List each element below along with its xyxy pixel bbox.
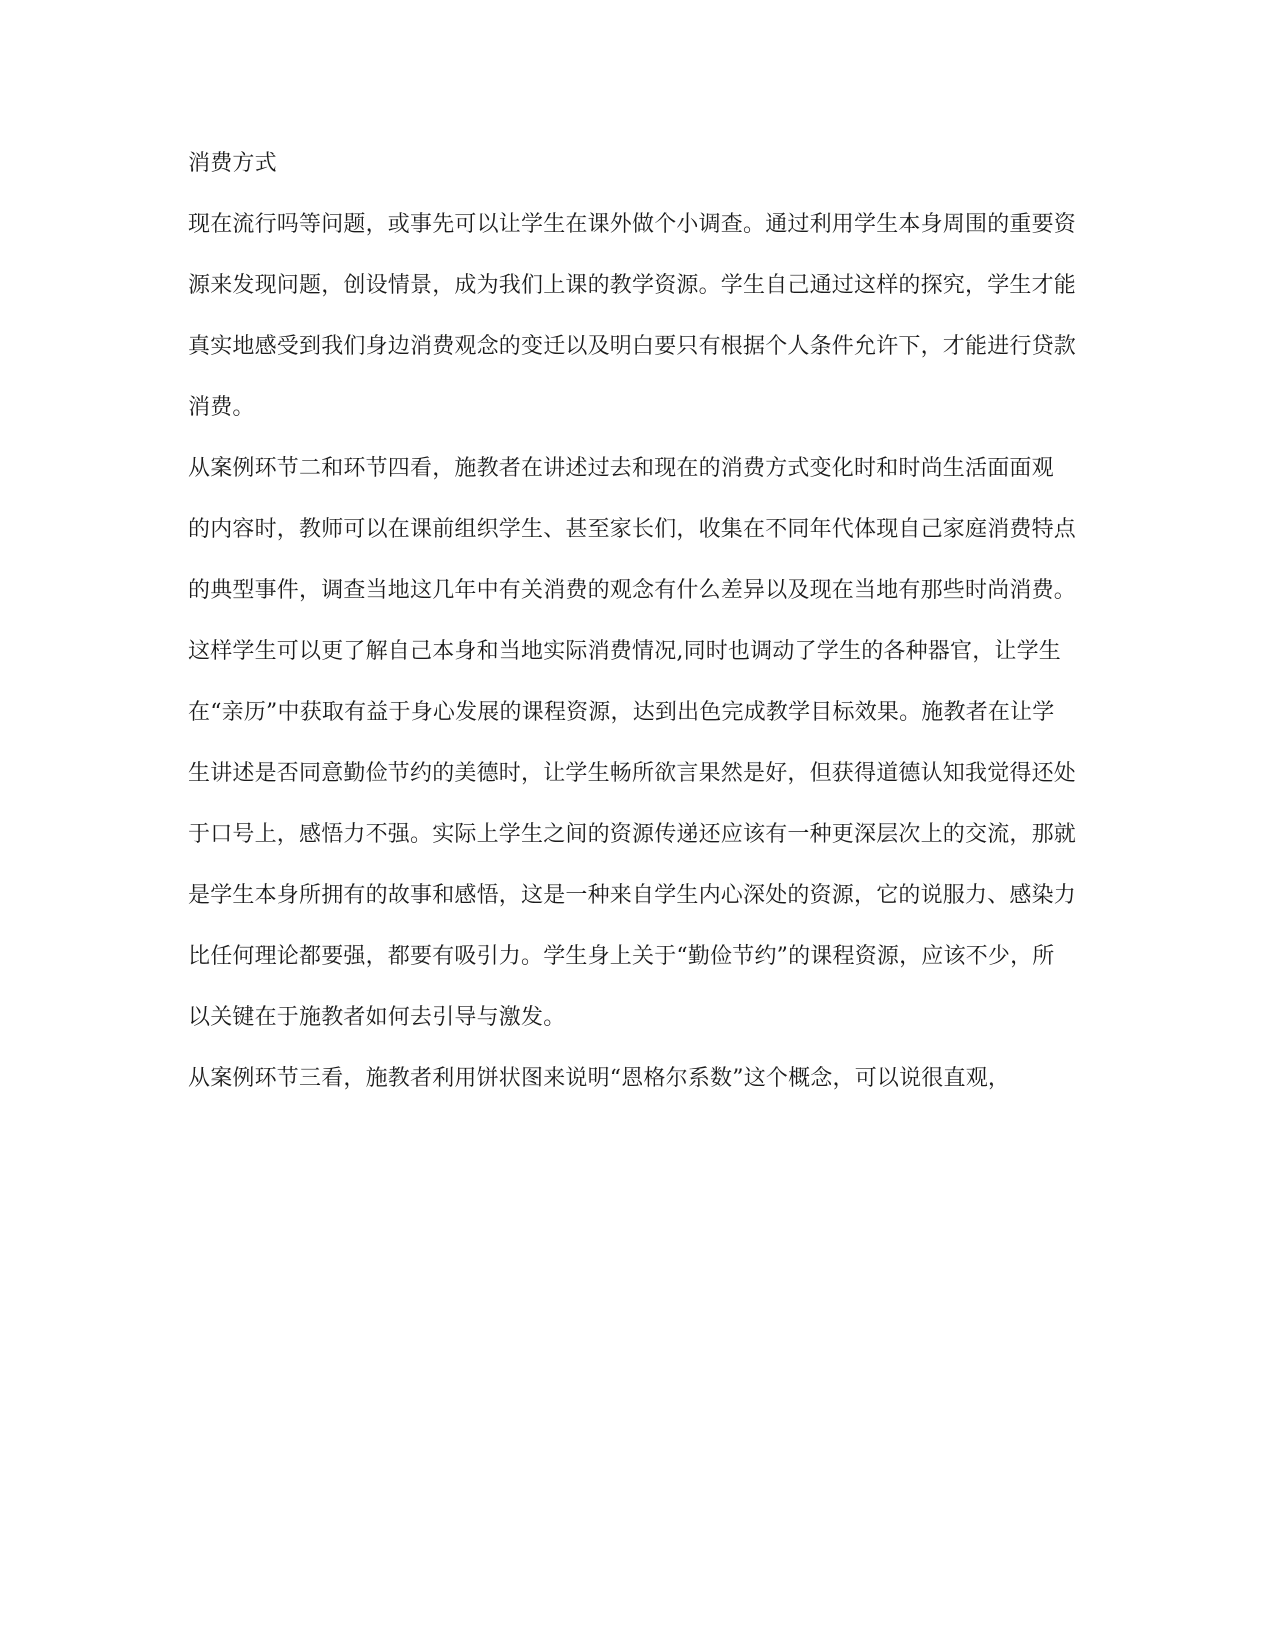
paragraph: 生讲述是否同意勤俭节约的美德时，让学生畅所欲言果然是好，但获得道德认知我觉得还处: [188, 761, 1077, 786]
paragraph: 源来发现问题，创设情景，成为我们上课的教学资源。学生自己通过这样的探究，学生才能: [188, 273, 1077, 298]
paragraph: 的典型事件，调查当地这几年中有关消费的观念有什么差异以及现在当地有那些时尚消费。: [188, 578, 1077, 603]
paragraph: 现在流行吗等问题，或事先可以让学生在课外做个小调查。通过利用学生本身周围的重要资: [188, 212, 1077, 237]
paragraph: 比任何理论都要强，都要有吸引力。学生身上关于“勤俭节约”的课程资源，应该不少，所: [188, 944, 1055, 969]
paragraph: 这样学生可以更了解自己本身和当地实际消费情况,同时也调动了学生的各种器官，让学生: [188, 639, 1061, 664]
paragraph: 消费。: [188, 395, 255, 420]
paragraph: 的内容时，教师可以在课前组织学生、甚至家长们，收集在不同年代体现自己家庭消费特点: [188, 517, 1077, 542]
paragraph: 从案例环节三看，施教者利用饼状图来说明“恩格尔系数”这个概念，可以说很直观，: [188, 1066, 1011, 1091]
paragraph: 消费方式: [188, 151, 277, 176]
paragraph: 在“亲历”中获取有益于身心发展的课程资源，达到出色完成教学目标效果。施教者在让学: [188, 700, 1055, 725]
paragraph: 于口号上，感悟力不强。实际上学生之间的资源传递还应该有一种更深层次上的交流，那就: [188, 822, 1077, 847]
paragraph: 从案例环节二和环节四看，施教者在讲述过去和现在的消费方式变化时和时尚生活面面观: [188, 456, 1054, 481]
document-body: [188, 148, 1088, 1124]
paragraph: 以关键在于施教者如何去引导与激发。: [188, 1005, 566, 1030]
paragraph: 真实地感受到我们身边消费观念的变迁以及明白要只有根据个人条件允许下，才能进行贷款: [188, 334, 1077, 359]
paragraph: 是学生本身所拥有的故事和感悟，这是一种来自学生内心深处的资源，它的说服力、感染力: [188, 883, 1077, 908]
